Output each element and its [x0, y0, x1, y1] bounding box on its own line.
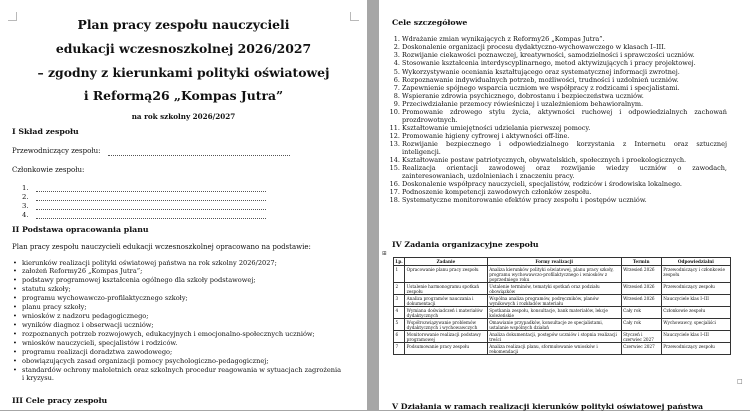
table-header-cell: Formy realizacji — [487, 258, 621, 266]
tasks-heading: IV Zadania organizacyjne zespołu — [392, 240, 539, 249]
goal-list-item — [389, 108, 727, 124]
basis-list-item: • programu wychowawczo-profilaktycznego szkoły; — [22, 294, 188, 302]
table-cell: 6 — [394, 331, 405, 343]
goal-number: 3. — [393, 51, 400, 60]
table-cell: Wspólna analiza programów, podręczników, planów wynikowych i rozkładów materiału — [487, 295, 621, 307]
table-cell: Spotkania zespołu, konsultacje, bank materiałów, lekcje koleżeńskie — [487, 307, 621, 319]
goal-text-line: Rozwijanie ciekawości poznawczej, kreatywności, samodzielności i sprawczości uczniów. — [402, 51, 695, 60]
table-cell: Analiza programów nauczania i dokumentacji — [405, 295, 488, 307]
member-number: 3. — [22, 202, 29, 210]
table-cell: Wychowawcy, specjaliści — [661, 319, 730, 331]
table-cell: Wrzesień 2026 — [621, 295, 661, 307]
goal-text-line: prozdrowotnych. — [402, 115, 458, 124]
goal-number: 11. — [389, 124, 400, 133]
table-move-handle-icon[interactable]: ⊞ — [382, 250, 388, 257]
table-row — [394, 343, 731, 355]
basis-list-item: • wniosków nauczycieli, specjalistów i rodziców. — [22, 339, 177, 347]
table-cell: Przewodniczący zespołu — [661, 283, 730, 295]
table-row — [394, 331, 731, 343]
table-cell: Współrozwiązywanie problemów dydaktycznych i wychowawczych — [405, 319, 488, 331]
table-cell: 4 — [394, 307, 405, 319]
title-line: i Reformą26 „Kompas Jutra” — [83, 88, 284, 103]
goal-text-line: Kształtowanie umiejętności udzielania pierwszej pomocy. — [402, 124, 591, 133]
table-header-row — [394, 258, 731, 266]
member-blank-line[interactable] — [36, 193, 266, 201]
chair-blank-line[interactable] — [108, 147, 290, 156]
goal-number: 9. — [393, 100, 400, 109]
table-cell: 3 — [394, 295, 405, 307]
table-cell: Analiza dokumentacji, postępów uczniów i stopnia realizacji treści — [487, 331, 621, 343]
section-heading: II Podstawa opracowania planu — [12, 225, 149, 234]
goal-number: 6. — [393, 75, 400, 84]
goal-text-line: inteligencji. — [402, 147, 441, 156]
table-row — [394, 295, 731, 307]
members-label: Członkowie zespołu: — [12, 166, 85, 174]
table-cell: Członkowie zespołu — [661, 307, 730, 319]
table-cell: Przewodniczący zespołu — [661, 343, 730, 355]
goal-number: 12. — [389, 132, 400, 141]
section-heading: V Działania w ramach realizacji kierunków polityki oświatowej państwa — [392, 402, 704, 411]
goal-number: 4. — [393, 59, 400, 68]
member-blank-line[interactable] — [36, 184, 266, 192]
member-number: 2. — [22, 193, 29, 201]
goal-number: 16. — [389, 180, 400, 189]
table-cell: Wymiana doświadczeń i materiałów dydaktycznych — [405, 307, 488, 319]
table-cell: Ustalenie harmonogramu spotkań zespołu — [405, 283, 488, 295]
basis-list-item: • założeń Reformy26 „Kompas Jutra”; — [22, 267, 142, 275]
table-cell: 2 — [394, 283, 405, 295]
goal-text-line: Realizacja orientacji zawodowej oraz rozwijanie wiedzy uczniów o zawodach, — [402, 164, 727, 173]
table-cell: Styczeń i czerwiec 2027 — [621, 331, 661, 343]
goal-number: 14. — [389, 156, 400, 165]
table-cell: Ustalenie terminów, tematyki spotkań oraz podziału obowiązków — [487, 283, 621, 295]
table-row — [394, 266, 731, 283]
goal-text-line: Stosowanie kształcenia interdyscyplinarnego, metod aktywizujących i pracy projektowej. — [402, 59, 696, 68]
section-heading: I Skład zespołu — [12, 127, 79, 136]
goal-text-line: Systematyczne monitorowanie efektów pracy zespołu i postępów uczniów. — [402, 196, 647, 205]
member-number: 1. — [22, 184, 29, 192]
table-cell: Czerwiec 2027 — [621, 343, 661, 355]
table-row — [394, 319, 731, 331]
basis-list-item: • standardów ochrony małoletnich oraz szkolnych procedur reagowania w sytuacjach zagrożenia — [22, 366, 341, 374]
table-cell: Nauczyciele klas I–III — [661, 295, 730, 307]
member-blank-line[interactable] — [36, 202, 266, 210]
table-header-cell: Termin — [621, 258, 661, 266]
goal-text-line: Wspieranie zdrowia psychicznego, dobrostanu i bezpieczeństwa uczniów. — [402, 92, 644, 101]
goals-heading: Cele szczegółowe — [392, 18, 468, 27]
table-cell: Nauczyciele klas I–III — [661, 331, 730, 343]
goal-number: 10. — [389, 108, 400, 117]
goal-number: 8. — [393, 92, 400, 101]
goal-number: 5. — [393, 67, 400, 76]
basis-list-item: • programu realizacji doradztwa zawodowego; — [22, 348, 172, 356]
basis-list-continuation: i kryzysu. — [22, 374, 55, 382]
table-header-cell: Odpowiedzialni — [661, 258, 730, 266]
basis-list-item: • statutu szkoły; — [22, 285, 71, 293]
goal-text-line: Wdrażanie zmian wynikających z Reformy26 „Kompas Jutra”. — [402, 35, 605, 43]
goal-text-line: Promowanie zdrowego stylu życia, aktywności ruchowej i odpowiedzialnych zachowań — [402, 108, 727, 117]
table-cell: 5 — [394, 319, 405, 331]
title-line: edukacji wczesnoszkolnej 2026/2027 — [55, 41, 312, 56]
member-blank-line[interactable] — [36, 211, 266, 219]
table-resize-handle-icon[interactable]: □ — [737, 378, 743, 385]
table-cell: 1 — [394, 266, 405, 283]
goal-text-line: Rozpoznawanie indywidualnych potrzeb, możliwości, trudności i uzdolnień uczniów. — [402, 75, 679, 84]
goal-list-item — [393, 59, 727, 68]
goal-list-item — [389, 164, 727, 180]
chair-label: Przewodniczący zespołu: — [12, 147, 101, 155]
table-cell: Omawianie przypadków, konsultacje ze specjalistami, ustalanie wspólnych działań — [487, 319, 621, 331]
goal-text-line: Przeciwdziałanie przemocy rówieśniczej i uzależnieniom behawioralnym. — [402, 100, 644, 109]
goal-number: 13. — [389, 140, 400, 149]
table-row — [394, 307, 731, 319]
goal-text-line: Promowanie higieny cyfrowej i aktywności off-line. — [402, 132, 570, 141]
table-cell: 7 — [394, 343, 405, 355]
tasks-table — [393, 257, 731, 355]
goal-list-item — [389, 196, 727, 205]
table-cell: Wrzesień 2026 — [621, 283, 661, 295]
goal-text-line: Podnoszenie kompetencji zawodowych członków zespołu. — [402, 188, 592, 197]
goal-text-line: Rozwijanie bezpiecznego i odpowiedzialnego korzystania z Internetu oraz sztucznej — [402, 140, 727, 149]
table-cell: Przewodniczący i członkowie zespołu — [661, 266, 730, 283]
basis-list-item: • rozpoznanych potrzeb rozwojowych, edukacyjnych i emocjonalno-społecznych uczniów; — [22, 330, 315, 338]
goal-number: 18. — [389, 196, 400, 205]
table-cell: Opracowanie planu pracy zespołu — [405, 266, 488, 283]
table-cell: Monitorowanie realizacji podstawy programowej — [405, 331, 488, 343]
basis-list-item: • wniosków z nadzoru pedagogicznego; — [22, 312, 149, 320]
table-header-cell: Zadanie — [405, 258, 488, 266]
school-year-subtitle: na rok szkolny 2026/2027 — [131, 112, 236, 121]
goal-number: 7. — [393, 83, 400, 92]
goal-text-line: Wykorzystywanie oceniania kształtującego oraz systematycznej informacji zwrotnej. — [402, 67, 680, 76]
goal-number: 17. — [389, 188, 400, 197]
goal-text-line: zainteresowaniach, uzdolnieniach i znaczeniu pracy. — [402, 171, 575, 180]
title-line: Plan pracy zespołu nauczycieli — [77, 17, 290, 32]
basis-list-item: • planu pracy szkoły; — [22, 303, 87, 311]
goal-text-line: Kształtowanie postaw patriotycznych, obywatelskich, społecznych i proekologicznych. — [402, 156, 687, 165]
table-cell: Analiza kierunków polityki oświatowej, planu pracy szkoły, programu wychowawczo-profilaktycznego i wniosków z poprzedniego roku — [487, 266, 621, 283]
table-cell: Cały rok — [621, 319, 661, 331]
basis-list-item: • obowiązujących zasad organizacji pomocy psychologiczno-pedagogicznej; — [22, 357, 269, 365]
basis-list-item: • kierunków realizacji polityki oświatowej państwa na rok szkolny 2026/2027; — [22, 259, 277, 267]
table-cell: Wrzesień 2026 — [621, 266, 661, 283]
member-number: 4. — [22, 211, 29, 219]
table-cell: Podsumowanie pracy zespołu — [405, 343, 488, 355]
goal-text-line: Zapewnienie spójnego wsparcia uczniom we współpracy z rodzicami i specjalistami. — [402, 83, 680, 92]
table-row — [394, 283, 731, 295]
goal-number: 15. — [389, 164, 400, 173]
section-heading: III Cele pracy zespołu — [12, 396, 108, 405]
goal-list-item — [389, 140, 727, 156]
goal-text-line: Doskonalenie organizacji procesu dydaktyczno-wychowawczego w klasach I–III. — [402, 43, 666, 52]
goal-text-line: Doskonalenie współpracy nauczycieli, specjalistów, rodziców i środowiska lokalnego. — [402, 180, 682, 189]
basis-list-item: • podstawy programowej kształcenia ogólnego dla szkoły podstawowej; — [22, 276, 256, 284]
title-line: – zgodny z kierunkami polityki oświatowej — [37, 65, 330, 80]
table-cell: Cały rok — [621, 307, 661, 319]
basis-list-item: • wyników diagnoz i obserwacji uczniów; — [22, 321, 154, 329]
goal-number: 1. — [393, 35, 400, 43]
document-page-1 — [0, 0, 367, 410]
basis-intro: Plan pracy zespołu nauczycieli edukacji wczesnoszkolnej opracowano na podstawie: — [12, 243, 311, 251]
table-cell: Analiza realizacji planu, sformułowanie wniosków i rekomendacji — [487, 343, 621, 355]
tasks-table-body — [394, 266, 731, 355]
goal-number: 2. — [393, 43, 400, 52]
table-header-cell: Lp. — [395, 259, 403, 264]
